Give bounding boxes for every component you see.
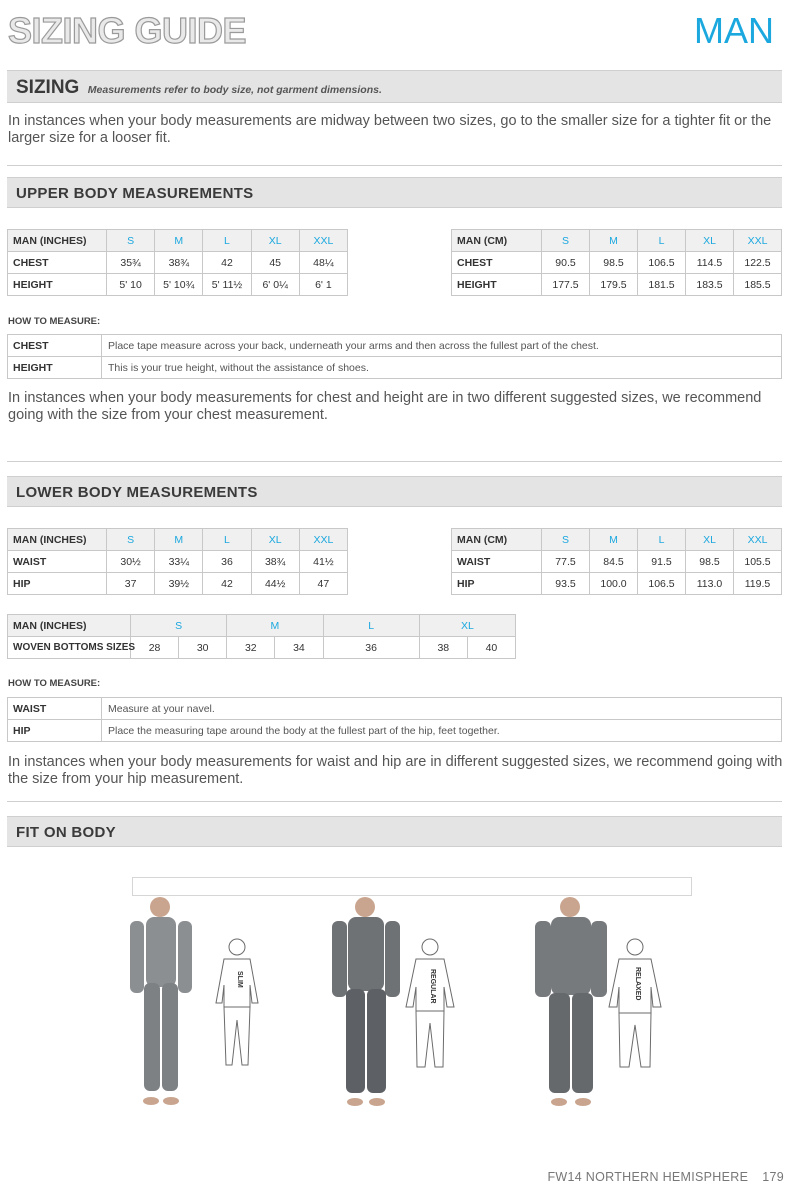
fit-section-bar: [7, 816, 782, 847]
size-header: L: [203, 230, 251, 252]
fit-frame: [132, 877, 692, 896]
size-header: XL: [251, 529, 299, 551]
table-row: [8, 698, 782, 720]
measure-description: This is your true height, without the assistance of shoes.: [102, 357, 782, 379]
lower-inches-table: [7, 528, 348, 595]
table-row: [8, 274, 348, 296]
divider: [7, 165, 782, 166]
cell: 105.5: [734, 551, 782, 573]
row-label: CHEST: [452, 252, 542, 274]
upper-note: In instances when your body measurements for chest and height are in two different suggested sizes, we recommend going with the size from your chest measurement.: [8, 390, 762, 423]
row-label: WAIST: [8, 551, 107, 573]
sizing-heading: SIZING: [16, 77, 80, 98]
row-label: HIP: [452, 573, 542, 595]
model-photo: [535, 897, 607, 1106]
cell: 48¼: [299, 252, 347, 274]
fit-label: RELAXED: [634, 967, 641, 1001]
table-row: [8, 551, 348, 573]
table-row: [452, 551, 782, 573]
cell: 41½: [299, 551, 347, 573]
page-title: SIZING GUIDE: [8, 10, 247, 51]
page-footer: [547, 1170, 784, 1184]
row-label: WAIST: [452, 551, 542, 573]
fit-heading: FIT ON BODY: [16, 824, 116, 841]
page-number: 179: [762, 1170, 784, 1184]
cell: 181.5: [638, 274, 686, 296]
table-row: [8, 720, 782, 742]
row-label: CHEST: [8, 335, 102, 357]
table-label: MAN (INCHES): [8, 230, 107, 252]
cell: 33¼: [155, 551, 203, 573]
size-header: XL: [251, 230, 299, 252]
cell: 5' 10¾: [155, 274, 203, 296]
body-outline-icon: [609, 939, 661, 1067]
size-header: L: [323, 615, 419, 637]
cell: 37: [107, 573, 155, 595]
divider: [7, 801, 782, 802]
model-photo: [332, 897, 400, 1106]
divider: [7, 461, 782, 462]
model-photo: [130, 897, 192, 1105]
table-row: [452, 573, 782, 595]
table-row: [452, 252, 782, 274]
upper-how-to-heading: HOW TO MEASURE:: [8, 316, 101, 327]
cell: 36: [323, 637, 419, 659]
cell: 98.5: [590, 252, 638, 274]
table-row: [8, 335, 782, 357]
row-label: CHEST: [8, 252, 107, 274]
upper-section-bar: [7, 177, 782, 208]
row-label: HEIGHT: [452, 274, 542, 296]
cell: 122.5: [734, 252, 782, 274]
table-label: MAN (INCHES): [8, 529, 107, 551]
cell: 36: [203, 551, 251, 573]
cell: 100.0: [590, 573, 638, 595]
fit-label: SLIM: [236, 971, 243, 988]
cell: 114.5: [686, 252, 734, 274]
cell: 6' 0¼: [251, 274, 299, 296]
cell: 35¾: [107, 252, 155, 274]
size-header: M: [155, 230, 203, 252]
cell: 93.5: [542, 573, 590, 595]
cell: 38¾: [155, 252, 203, 274]
cell: 32: [227, 637, 275, 659]
gender-label: MAN: [694, 10, 774, 51]
cell: 119.5: [734, 573, 782, 595]
cell: 47: [299, 573, 347, 595]
size-header: M: [590, 529, 638, 551]
sizing-section-bar: [7, 70, 782, 103]
cell: 91.5: [638, 551, 686, 573]
size-header: S: [542, 529, 590, 551]
measure-description: Place the measuring tape around the body at the fullest part of the hip, feet together.: [102, 720, 782, 742]
size-header: XL: [686, 529, 734, 551]
lower-note: In instances when your body measurements for waist and hip are in different suggested sizes, we recommend going with the size from your hip measurement.: [8, 754, 783, 787]
lower-cm-table: [451, 528, 782, 595]
cell: 5' 11½: [203, 274, 251, 296]
upper-inches-table: [7, 229, 348, 296]
upper-cm-table: [451, 229, 782, 296]
sizing-intro: In instances when your body measurements are midway between two sizes, go to the smaller size for a tighter fit or the larger size for a looser fit.: [8, 113, 772, 146]
size-header: M: [155, 529, 203, 551]
fit-figure-relaxed: [525, 895, 675, 1115]
cell: 5' 10: [107, 274, 155, 296]
size-header: S: [107, 529, 155, 551]
cell: 30: [179, 637, 227, 659]
row-label: HIP: [8, 720, 102, 742]
cell: 38¾: [251, 551, 299, 573]
upper-heading: UPPER BODY MEASUREMENTS: [16, 185, 254, 202]
size-header: M: [590, 230, 638, 252]
row-label: WAIST: [8, 698, 102, 720]
table-row: [8, 573, 348, 595]
size-header: S: [131, 615, 227, 637]
table-row: [452, 274, 782, 296]
table-label: MAN (CM): [452, 529, 542, 551]
size-header: S: [542, 230, 590, 252]
cell: 84.5: [590, 551, 638, 573]
size-header: XXL: [299, 230, 347, 252]
sizing-note: Measurements refer to body size, not garment dimensions.: [87, 84, 382, 96]
cell: 177.5: [542, 274, 590, 296]
size-header: M: [227, 615, 323, 637]
row-label: HIP: [8, 573, 107, 595]
fit-figure-regular: [320, 895, 470, 1115]
lower-section-bar: [7, 476, 782, 507]
cell: 40: [467, 637, 515, 659]
fit-label: REGULAR: [429, 969, 436, 1004]
cell: 45: [251, 252, 299, 274]
cell: 185.5: [734, 274, 782, 296]
cell: 106.5: [638, 573, 686, 595]
woven-bottoms-table: [7, 614, 516, 659]
lower-how-to-heading: HOW TO MEASURE:: [8, 678, 101, 689]
footer-text: FW14 NORTHERN HEMISPHERE: [547, 1170, 749, 1184]
cell: 42: [203, 573, 251, 595]
row-label: HEIGHT: [8, 357, 102, 379]
cell: 179.5: [590, 274, 638, 296]
size-header: XL: [686, 230, 734, 252]
cell: 90.5: [542, 252, 590, 274]
table-row: [8, 357, 782, 379]
row-label: HEIGHT: [8, 274, 107, 296]
cell: 42: [203, 252, 251, 274]
measure-description: Place tape measure across your back, underneath your arms and then across the fullest part of the chest.: [102, 335, 782, 357]
table-label: MAN (CM): [452, 230, 542, 252]
cell: 6' 1: [299, 274, 347, 296]
cell: 113.0: [686, 573, 734, 595]
size-header: L: [638, 230, 686, 252]
cell: 34: [275, 637, 323, 659]
cell: 39½: [155, 573, 203, 595]
size-header: L: [203, 529, 251, 551]
size-header: XXL: [734, 230, 782, 252]
body-outline-icon: [216, 939, 258, 1065]
table-label: MAN (INCHES): [8, 615, 131, 637]
fit-figure-slim: [120, 895, 270, 1115]
cell: 28: [131, 637, 179, 659]
cell: 77.5: [542, 551, 590, 573]
upper-how-to-table: [7, 334, 782, 379]
table-row: [8, 637, 516, 659]
cell: 98.5: [686, 551, 734, 573]
row-label: WOVEN BOTTOMS SIZES: [8, 637, 131, 659]
lower-how-to-table: [7, 697, 782, 742]
size-header: L: [638, 529, 686, 551]
cell: 106.5: [638, 252, 686, 274]
size-header: XL: [419, 615, 515, 637]
cell: 38: [419, 637, 467, 659]
cell: 183.5: [686, 274, 734, 296]
table-row: [8, 252, 348, 274]
cell: 30½: [107, 551, 155, 573]
size-header: S: [107, 230, 155, 252]
size-header: XXL: [299, 529, 347, 551]
size-header: XXL: [734, 529, 782, 551]
lower-heading: LOWER BODY MEASUREMENTS: [16, 484, 258, 501]
measure-description: Measure at your navel.: [102, 698, 782, 720]
cell: 44½: [251, 573, 299, 595]
